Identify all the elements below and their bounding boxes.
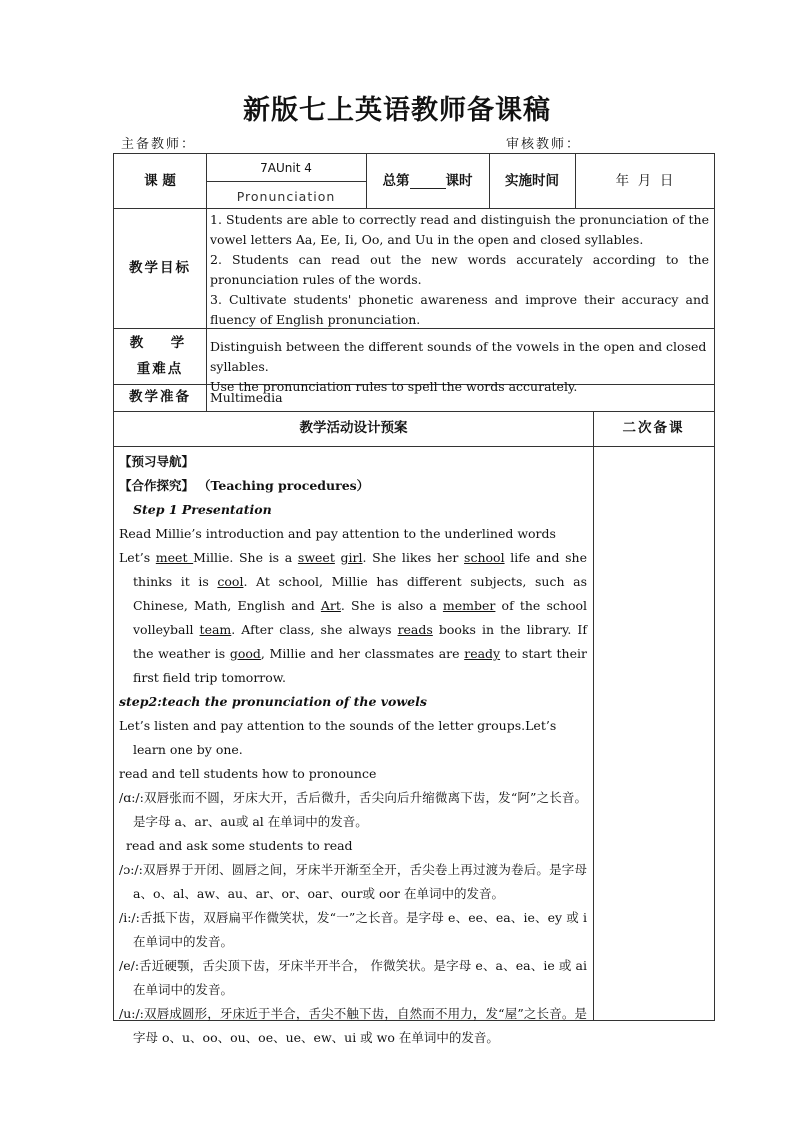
time-label: 实施时间 [505, 173, 559, 189]
page-title: 新版七上英语教师备课稿 [243, 95, 551, 126]
design-header: 教学活动设计预案 [299, 420, 408, 436]
lesson-text: Pronunciation [236, 189, 336, 204]
sound-u-rule: /u:/:双唇成圆形，牙床近于半合，舌尖不触下齿，自然而不用力，发“屋”之长音。是字母 o、u、oo、ou、oe、ue、ew、ui 或 wo 在单词中的发音。 [119, 1006, 587, 1045]
underlined-word: team [199, 622, 232, 637]
passage-text: to start their first field trip tomorrow. [133, 646, 587, 685]
reviewer-label: 审核教师： [506, 137, 582, 152]
date-label: 年 月 日 [615, 173, 674, 189]
key-point-item: Use the pronunciation rules to spell the words accurately. [210, 379, 578, 394]
preparer-label: 主备教师： [121, 137, 197, 152]
objectives-label: 教学目标 [129, 260, 191, 276]
total-lesson-field [366, 154, 489, 208]
underlined-word: ready [464, 646, 501, 661]
unit-divider [206, 181, 366, 182]
underlined-word: sweet [297, 550, 335, 565]
key-points-label-bottom: 重难点 [136, 361, 184, 377]
passage-text: . She likes her [362, 550, 465, 565]
total-label-post: 课时 [445, 173, 473, 189]
underlined-word: school [464, 550, 505, 565]
passage-text: . After class, she always [231, 622, 398, 637]
sound-o-rule: /ɔ:/:双唇界于开闭、圆唇之间，牙床半开渐至全开，舌尖卷上再过渡为卷后。是字母 a、o、al、aw、au、ar、or、oar、our或 oor 在单词中的发音。 [119, 862, 587, 901]
coop-label: 【合作探究】 [119, 478, 195, 493]
objective-item: 1. Students are able to correctly read and distinguish the pronunciation of the vowel letters Aa, Ee, Ii, Oo, and Uu in the open and closed syllables. [210, 212, 709, 247]
key-points-label-top: 教 学 [129, 335, 191, 351]
coop-heading [119, 474, 587, 498]
step2-heading: step2:teach the pronunciation of the vowels [119, 694, 427, 709]
sound-i-rule: /i:/:舌抵下齿，双唇扁平作微笑状，发“一”之长音。是字母 e、ee、ea、ie、ey 或 i 在单词中的发音。 [119, 910, 587, 949]
step1-heading: Step 1 Presentation [133, 502, 272, 517]
key-point-item: Distinguish between the different sounds of the vowels in the open and closed syllables. [210, 339, 707, 374]
passage-text: Millie. She is a [193, 550, 298, 565]
topic-label: 课 题 [144, 173, 176, 189]
unit-text: 7AUnit 4 [260, 161, 312, 175]
objective-item: 3. Cultivate students' phonetic awareness and improve their accuracy and fluency of English pronunciation. [210, 292, 709, 327]
underlined-word: meet [155, 550, 194, 565]
sound-e-rule: /e/:舌近硬颚，舌尖顶下齿，牙床半开半合， 作微笑状。是字母 e、a、ea、ie 或 ai 在单词中的发音。 [119, 958, 587, 997]
col-divider [593, 411, 594, 1020]
passage-text: life and she thinks it is [133, 550, 587, 589]
underlined-word: Art [320, 598, 341, 613]
underlined-word: girl [340, 550, 363, 565]
second-prep-header: 二次备课 [622, 420, 685, 436]
listen-instruction: Let’s listen and pay attention to the sounds of the letter groups.Let’s learn one by one. [119, 718, 557, 757]
preview-heading: 【预习导航】 [119, 454, 195, 469]
preparation-label: 教学准备 [129, 389, 191, 405]
passage-text: Let’s [119, 550, 156, 565]
underlined-word: member [442, 598, 496, 613]
passage-text: . At school, Millie has different subjects, such as Chinese, Math, English and [133, 574, 588, 613]
objective-item: 2. Students can read out the new words accurately according to the pronunciation rules of the words. [210, 252, 709, 287]
underlined-word: cool [217, 574, 244, 589]
read-ask: read and ask some students to read [126, 838, 353, 853]
preparation-value: Multimedia [210, 390, 283, 405]
total-label-pre: 总第 [382, 173, 410, 189]
key-points-label [114, 330, 206, 382]
objectives-list [210, 210, 709, 330]
passage-text: books in the library. If the weather is [133, 622, 587, 661]
coop-english: （Teaching procedures） [198, 478, 370, 493]
read-tell: read and tell students how to pronounce [119, 766, 377, 781]
millie-passage [119, 546, 587, 690]
underlined-word: good [229, 646, 261, 661]
row-divider [114, 446, 714, 447]
activity-body [119, 450, 587, 1050]
underlined-word: reads [397, 622, 433, 637]
lesson-plan-table [113, 153, 715, 1045]
passage-text: . She is also a [340, 598, 443, 613]
passage-text: , Millie and her classmates are [260, 646, 465, 661]
total-blank [410, 174, 446, 189]
read-intro: Read Millie’s introduction and pay attention to the underlined words [119, 526, 556, 541]
sound-a-rule: /ɑ:/:双唇张而不圆，牙床大开，舌后微升，舌尖向后升缩微离下齿，发“阿”之长音。是字母 a、ar、au或 al 在单词中的发音。 [119, 790, 587, 829]
passage-text: of the school volleyball [133, 598, 587, 637]
